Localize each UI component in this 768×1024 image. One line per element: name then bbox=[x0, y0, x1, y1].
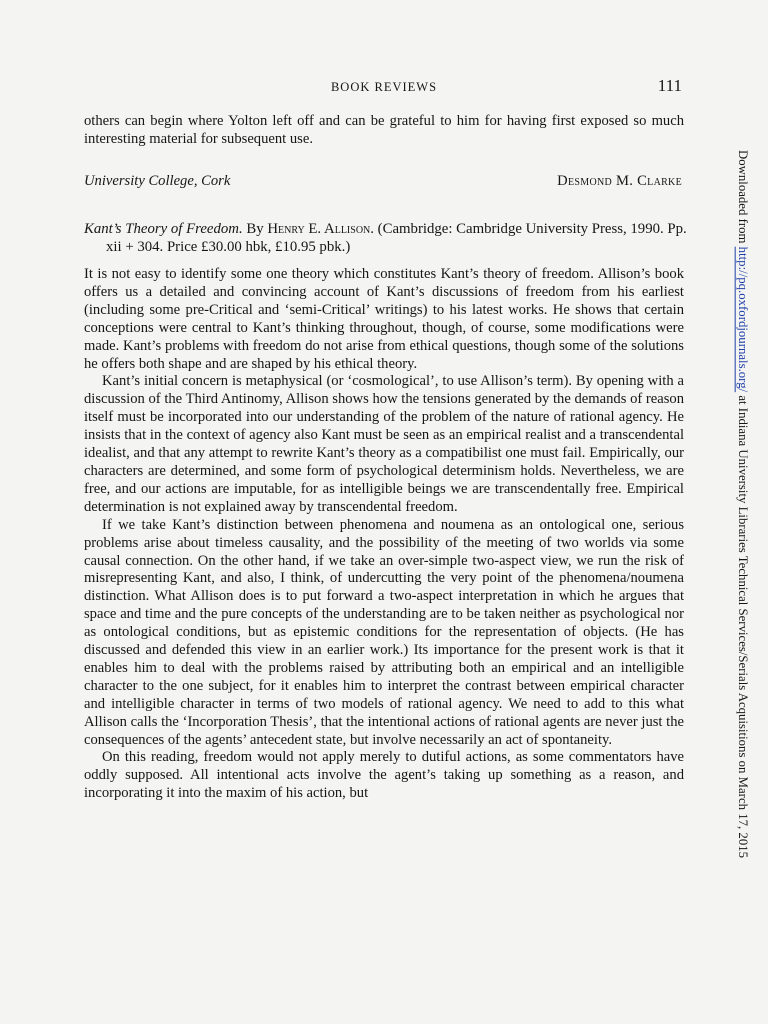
book-author: Henry E. Allison. bbox=[267, 221, 374, 237]
running-head: BOOK REVIEWS bbox=[330, 80, 438, 94]
download-prefix: Downloaded from bbox=[736, 150, 750, 247]
book-citation bbox=[84, 221, 706, 257]
intro-paragraph: others can begin where Yolton left off and can be grateful to him for having first exposed so much interesting material for subsequent use. bbox=[84, 113, 684, 147]
page-header bbox=[84, 78, 684, 98]
download-watermark bbox=[734, 150, 754, 880]
review-paragraph-2: Kant’s initial concern is metaphysical (or ‘cosmological’, to use Allison’s term). By opening with a discussion of the Third Antinomy, Allison shows how the tensions generated by the demands of reason itself must be incorporated into our understanding of the problem of the nature of rational agency. He insists that in the context of agency also Kant must be seen as an empirical realist and a transcendental idealist, and that any attempt to rewrite Kant’s theory as a compatibilist one must fail. Empirically, our characters are determined, and some form of psychological determinism holds. Nevertheless, we are free, and our actions are imputable, for as intelligible beings we are transcendentally free. Empirical determination is not explained away by transcendental freedom. bbox=[84, 373, 684, 515]
reviewer-institution: University College, Cork bbox=[84, 173, 231, 189]
review-body bbox=[84, 266, 684, 803]
page-number: 111 bbox=[657, 76, 682, 95]
citation-by: By bbox=[246, 221, 264, 237]
reviewer-name: Desmond M. Clarke bbox=[557, 173, 682, 189]
download-suffix: at Indiana University Libraries Technical Services/Serials Acquisitions on March 17, 2015 bbox=[736, 392, 750, 859]
review-paragraph-1: It is not easy to identify some one theory which constitutes Kant’s theory of freedom. Allison’s book offers us a detailed and convincing account of Kant’s discussions of freedom from his earliest (including some pre-Critical and ‘semi-Critical’ writings) to his latest works. He shows that certain conceptions were central to Kant’s thinking throughout, though, of course, some modifications were made. Kant’s problems with freedom do not arise from ethical questions, though some of the solutions he offers both shape and are shaped by his ethical theory. bbox=[84, 266, 684, 372]
previous-review-signature bbox=[84, 173, 684, 193]
book-title: Kant’s Theory of Freedom. bbox=[84, 221, 243, 237]
review-paragraph-4: On this reading, freedom would not apply merely to dutiful actions, as some commentators have oddly supposed. All intentional acts involve the agent’s taking up something as a reason, and incorporating it into the maxim of his action, but bbox=[84, 749, 684, 802]
journal-link[interactable]: http://pq.oxfordjournals.org/ bbox=[736, 246, 750, 393]
download-notice bbox=[734, 150, 752, 858]
review-paragraph-3: If we take Kant’s distinction between phenomena and noumena as an ontological one, serious problems arise about timeless causality, and the possibility of the meeting of two worlds via some causal connection. On the other hand, if we take an over-simple two-aspect view, we run the risk of misrepresenting Kant, and also, I think, of undercutting the very point of the phenomena/noumena distinction. What Allison does is to put forward a two-aspect interpretation in which he argues that space and time and the pure concepts of the understanding are to be taken neither as psychological nor as ontological conditions, but as epistemic conditions for the representation of objects. (He has discussed and defended this view in an earlier work.) Its importance for the present work is that it enables him to deal with the problems raised by attributing both an empirical and an intelligible character to the one subject, for it enables him to interpret the contrast between empirical character and intelligible character in terms of two models of rational agency. We need to add to this what Allison calls the ‘Incorporation Thesis’, that the intentional actions of rational agents are never just the consequences of the agents’ antecedent state, but involve necessarily an act of spontaneity. bbox=[84, 516, 684, 748]
publication-details: (Cambridge: Cambridge University Press, 1990. Pp. xii + 304. Price £30.00 hbk, £10.95 pbk.) bbox=[106, 221, 687, 255]
intro-paragraph-block bbox=[84, 113, 684, 149]
